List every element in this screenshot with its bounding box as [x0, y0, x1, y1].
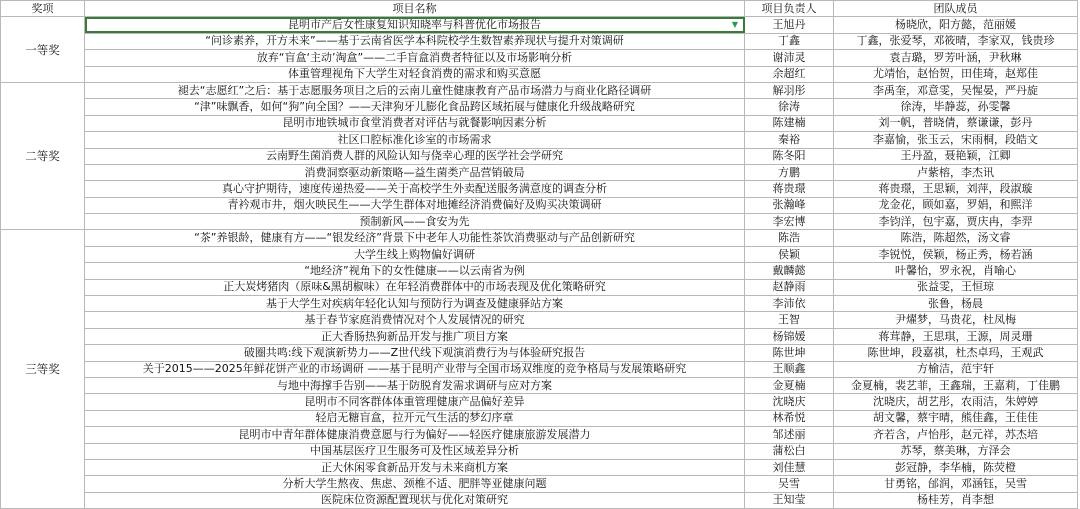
table-row — [1, 476, 1078, 492]
project-cell[interactable] — [85, 377, 745, 393]
award-cell[interactable]: 一等奖 — [1, 17, 85, 83]
members-cell[interactable]: 李禹奎，邓意雯，吴惺晏，严丹旋 — [834, 82, 1078, 98]
table-row — [1, 148, 1078, 164]
leader-cell[interactable]: 李沛依 — [745, 296, 834, 312]
header-leader[interactable]: 项目负责人 — [745, 1, 834, 17]
project-cell[interactable] — [85, 181, 745, 197]
members-cell[interactable]: 彭冠静，李华楠，陈荧橙 — [834, 459, 1078, 475]
leader-cell[interactable]: 李宏博 — [745, 214, 834, 230]
table-row — [1, 410, 1078, 426]
project-name: 医院床位资源配置现状与优化对策研究 — [321, 493, 508, 507]
project-name: 体重管理视角下大学生对轻食消费的需求和购买意愿 — [288, 67, 541, 81]
members-cell[interactable]: 张鲁，杨晨 — [834, 296, 1078, 312]
dropdown-arrow-icon[interactable]: ▼ — [731, 20, 738, 30]
project-name: 社区口腔标准化诊室的市场需求 — [337, 132, 492, 146]
table-row — [1, 263, 1078, 279]
members-cell[interactable]: 甘勇铭，邰润，邓涵钰，吴雪 — [834, 476, 1078, 492]
leader-cell[interactable]: 王顺鑫 — [745, 361, 834, 377]
table-row — [1, 459, 1078, 475]
members-cell[interactable]: 叶馨怡，罗永祝，肖喻心 — [834, 263, 1078, 279]
project-name: 昆明市产后女性康复知识知晓率与科普优化市场报告 — [288, 18, 541, 32]
table-row — [1, 361, 1078, 377]
project-name: 放弃“盲盒‘主动’淘盒”——二手盲盒消费者特征以及市场影响分析 — [256, 50, 573, 64]
header-award[interactable]: 奖项 — [1, 1, 85, 17]
project-cell[interactable] — [85, 66, 745, 82]
members-cell[interactable]: 杨桂芳，肖李想 — [834, 492, 1078, 508]
members-cell[interactable]: 李嘉愉，张玉云，宋雨桐，段皓文 — [834, 132, 1078, 148]
project-cell[interactable] — [85, 230, 745, 246]
header-project[interactable]: 项目名称 — [85, 1, 745, 17]
members-cell[interactable]: 龙金花，顾如嘉，罗娟，和熙洋 — [834, 197, 1078, 213]
table-row — [1, 377, 1078, 393]
table-row — [1, 181, 1078, 197]
members-cell[interactable]: 尤靖怡，赵怡贺，田佳琦，赵郑佳 — [834, 66, 1078, 82]
project-name: 预制新风——食安为先 — [359, 214, 470, 228]
leader-cell[interactable]: 蒲松白 — [745, 443, 834, 459]
header-members[interactable]: 团队成员 — [834, 1, 1078, 17]
project-cell[interactable] — [85, 115, 745, 131]
project-cell[interactable] — [85, 361, 745, 377]
project-cell[interactable] — [85, 410, 745, 426]
award-cell[interactable]: 三等奖 — [1, 230, 85, 509]
members-cell[interactable]: 袁吉璐，罗芳叶涵，尹秋琳 — [834, 50, 1078, 66]
members-cell[interactable]: 张益雯，王恒琼 — [834, 279, 1078, 295]
table-row — [1, 328, 1078, 344]
project-cell[interactable] — [85, 50, 745, 66]
leader-cell[interactable]: 王智 — [745, 312, 834, 328]
leader-cell[interactable]: 方鹏 — [745, 164, 834, 180]
table-row — [1, 197, 1078, 213]
members-cell[interactable]: 胡文馨，蔡宇晴，熊佳鑫，王佳佳 — [834, 410, 1078, 426]
leader-cell[interactable]: 王知莹 — [745, 492, 834, 508]
table-row — [1, 443, 1078, 459]
project-cell[interactable] — [85, 164, 745, 180]
project-name: 青衿观市井，烟火映民生——大学生群体对地摊经济消费偏好及购买决策调研 — [227, 198, 602, 212]
project-name: 云南野生菌消费人群的风险认知与侥幸心理的医学社会学研究 — [266, 149, 563, 163]
members-cell[interactable]: 金夏楠，裴艺菲，王鑫瑞，王嘉莉，丁佳鹏 — [834, 377, 1078, 393]
leader-cell[interactable]: 邹述丽 — [745, 427, 834, 443]
project-name: 正大炭烤猪肉（原味&黑胡椒味）在年轻消费群体中的市场表现及优化策略研究 — [223, 280, 606, 294]
project-cell[interactable] — [85, 492, 745, 508]
table-row — [1, 33, 1078, 49]
project-cell[interactable] — [85, 33, 745, 49]
table-row — [1, 66, 1078, 82]
table-row — [1, 99, 1078, 115]
members-cell[interactable]: 丁鑫，张爱琴，邓筱晴，李家双，钱贵珍 — [834, 33, 1078, 49]
project-cell[interactable] — [85, 148, 745, 164]
members-cell[interactable]: 陈浩，陈超然，汤文睿 — [834, 230, 1078, 246]
project-name: 轻启无糖盲盒，拉开元气生活的梦幻序章 — [315, 411, 514, 425]
project-name: 真心守护期待，速度传递热爱——关于高校学生外卖配送服务满意度的调查分析 — [222, 181, 607, 195]
project-name: “地经济”视角下的女性健康——以云南省为例 — [304, 263, 525, 277]
table-row — [1, 492, 1078, 508]
project-cell[interactable] — [85, 17, 745, 33]
project-cell[interactable] — [85, 296, 745, 312]
project-name: 昆明市地铁城市食堂消费者对评估与就餐影响因素分析 — [282, 116, 547, 130]
leader-cell[interactable]: 吴雪 — [745, 476, 834, 492]
leader-cell[interactable]: 王旭丹 — [745, 17, 834, 33]
project-name: 褪去“志愿红”之后：基于志愿服务项目之后的云南儿童性健康教育产品市场潜力与商业化路径调研 — [177, 83, 652, 97]
leader-cell[interactable]: 陈世坤 — [745, 345, 834, 361]
leader-cell[interactable]: 解羽彤 — [745, 82, 834, 98]
table-row — [1, 132, 1078, 148]
project-cell[interactable] — [85, 394, 745, 410]
project-name: 基于大学生对疾病年轻化认知与预防行为调查及健康驿站方案 — [266, 296, 563, 310]
table-row — [1, 345, 1078, 361]
leader-cell[interactable]: 戴麟懿 — [745, 263, 834, 279]
project-name: 大学生线上购物偏好调研 — [354, 247, 475, 261]
table-row — [1, 230, 1078, 246]
leader-cell[interactable]: 徐涛 — [745, 99, 834, 115]
header-row — [1, 1, 1078, 17]
members-cell[interactable]: 李锐悦，侯颖，杨正秀，杨若涵 — [834, 246, 1078, 262]
leader-cell[interactable]: 蒋贵璟 — [745, 181, 834, 197]
table-row — [1, 312, 1078, 328]
project-name: “问诊素养，开方未来”——基于云南省医学本科院校学生数智素养现状与提升对策调研 — [205, 34, 624, 48]
members-cell[interactable]: 尹燿梦，马贵花，杜凤梅 — [834, 312, 1078, 328]
members-cell[interactable]: 蒋茸静，王思琪，王源，周灵珊 — [834, 328, 1078, 344]
members-cell[interactable]: 杨晓欣，阳方懿，范丽媛 — [834, 17, 1078, 33]
leader-cell[interactable]: 金夏楠 — [745, 377, 834, 393]
project-cell[interactable] — [85, 82, 745, 98]
project-name: 昆明市中青年群体健康消费意愿与行为偏好——轻医疗健康旅游发展潜力 — [238, 427, 591, 441]
leader-cell[interactable]: 侯颖 — [745, 246, 834, 262]
project-name: 正大休闲零食新品开发与未来商机方案 — [321, 460, 508, 474]
project-cell[interactable] — [85, 345, 745, 361]
members-cell[interactable]: 李钧洋，包宇嘉，贾庆冉，李羿 — [834, 214, 1078, 230]
project-name: “茶”养银龄，健康有方——“银发经济”背景下中老年人功能性茶饮消费驱动与产品创新研究 — [194, 231, 635, 245]
project-name: “津”味飘香，如何“狗”向全国？——天津狗牙儿膨化食品跨区域拓展与健康化升级战略研究 — [194, 100, 635, 114]
project-name: 与地中海撑手告别——基于防脱育发需求调研与应对方案 — [277, 378, 552, 392]
members-cell[interactable]: 陈世坤，段嘉祺，杜杰卓玛，王观武 — [834, 345, 1078, 361]
leader-cell[interactable]: 刘佳慧 — [745, 459, 834, 475]
project-name: 消费洞察驱动新策略—益生菌类产品营销破局 — [304, 165, 525, 179]
leader-cell[interactable]: 谢沛灵 — [745, 50, 834, 66]
members-cell[interactable]: 王丹盈，聂艳颖，江卿 — [834, 148, 1078, 164]
leader-cell[interactable]: 林希悦 — [745, 410, 834, 426]
project-cell[interactable] — [85, 214, 745, 230]
members-cell[interactable]: 方榆洁，范宇轩 — [834, 361, 1078, 377]
leader-cell[interactable]: 陈建楠 — [745, 115, 834, 131]
project-cell[interactable] — [85, 459, 745, 475]
project-cell[interactable] — [85, 99, 745, 115]
project-cell[interactable] — [85, 476, 745, 492]
project-cell[interactable] — [85, 312, 745, 328]
project-cell[interactable] — [85, 427, 745, 443]
table-row — [1, 246, 1078, 262]
table-row — [1, 17, 1078, 33]
project-cell[interactable] — [85, 328, 745, 344]
project-cell[interactable] — [85, 443, 745, 459]
members-cell[interactable]: 苏琴，蔡美琳，方泽会 — [834, 443, 1078, 459]
table-row — [1, 214, 1078, 230]
award-cell[interactable]: 二等奖 — [1, 82, 85, 230]
leader-cell[interactable]: 丁鑫 — [745, 33, 834, 49]
project-name: 正大香肠热狗新品开发与推广项目方案 — [321, 329, 508, 343]
table-row — [1, 164, 1078, 180]
project-cell[interactable] — [85, 132, 745, 148]
members-cell[interactable]: 刘一帆，普晓倩，蔡谦谦，彭丹 — [834, 115, 1078, 131]
table-row — [1, 394, 1078, 410]
leader-cell[interactable]: 杨锦媛 — [745, 328, 834, 344]
project-name: 关于2015——2025年鲜花饼产业的市场调研 ——基于昆明产业带与全国市场双维度的竞争格局与发展策略研究 — [142, 362, 687, 376]
table-body — [1, 17, 1078, 509]
members-cell[interactable]: 徐涛，毕静蕊，孙雯馨 — [834, 99, 1078, 115]
leader-cell[interactable]: 秦裕 — [745, 132, 834, 148]
project-cell[interactable] — [85, 279, 745, 295]
leader-cell[interactable]: 沈晓庆 — [745, 394, 834, 410]
table-row — [1, 427, 1078, 443]
project-name: 基于春节家庭消费情况对个人发展情况的研究 — [304, 313, 525, 327]
table-row — [1, 82, 1078, 98]
table-row — [1, 279, 1078, 295]
project-name: 昆明市不同客群体体重管理健康产品偏好差异 — [304, 395, 525, 409]
project-cell[interactable] — [85, 263, 745, 279]
table-row — [1, 296, 1078, 312]
project-cell[interactable] — [85, 197, 745, 213]
members-cell[interactable]: 蒋贵璟，王思颖，刘萍，段淑璇 — [834, 181, 1078, 197]
project-name: 破圈共鸣:线下观演新势力——Z世代线下观演消费行为与体验研究报告 — [243, 345, 586, 359]
leader-cell[interactable]: 余超红 — [745, 66, 834, 82]
members-cell[interactable]: 卢紫榕，李杰讯 — [834, 164, 1078, 180]
project-cell[interactable] — [85, 246, 745, 262]
project-name: 中国基层医疗卫生服务可及性区域差异分析 — [310, 444, 519, 458]
members-cell[interactable]: 齐若含，卢怡彤，赵元祥，苏杰培 — [834, 427, 1078, 443]
table-row — [1, 50, 1078, 66]
leader-cell[interactable]: 赵静雨 — [745, 279, 834, 295]
leader-cell[interactable]: 张瀚峰 — [745, 197, 834, 213]
leader-cell[interactable]: 陈浩 — [745, 230, 834, 246]
table-row — [1, 115, 1078, 131]
members-cell[interactable]: 沈晓庆，胡艺彤，农雨洁，朱婷婷 — [834, 394, 1078, 410]
leader-cell[interactable]: 陈冬阳 — [745, 148, 834, 164]
project-name: 分析大学生熬夜、焦虑、颈椎不适、肥胖等亚健康问题 — [282, 477, 547, 491]
